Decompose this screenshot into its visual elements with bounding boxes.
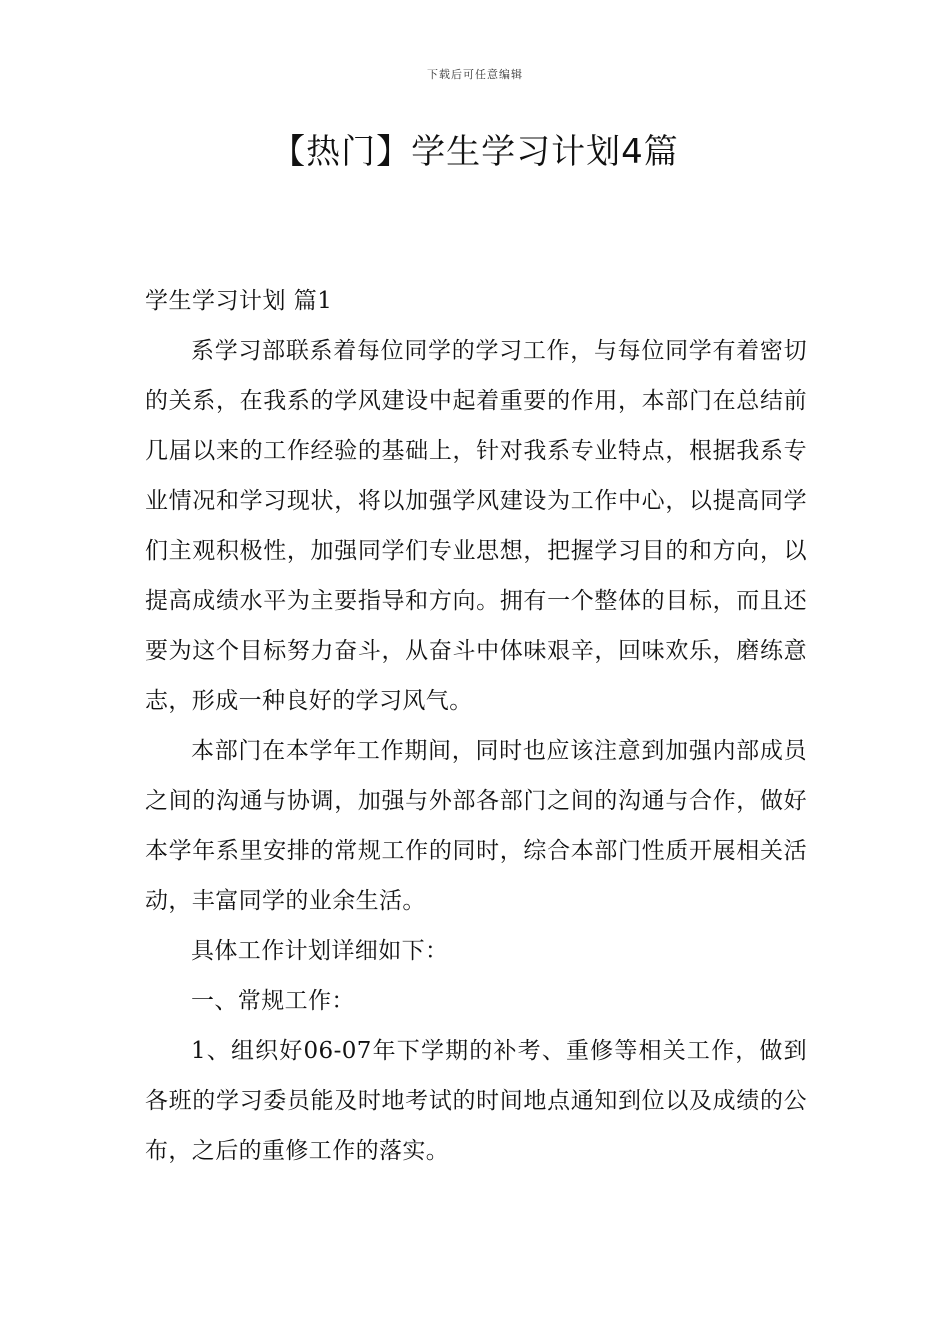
paragraph-routine-heading: 一、常规工作： — [191, 988, 355, 1014]
document-body — [145, 276, 807, 1176]
paragraph-item-1: 1、组织好06-07年下学期的补考、重修等相关工作，做到各班的学习委员能及时地考试的时间地点通知到位以及成绩的公布，之后的重修工作的落实。 — [145, 1038, 807, 1164]
paragraph-plan-intro: 具体工作计划详细如下： — [191, 938, 449, 964]
paragraph-intro: 系学习部联系着每位同学的学习工作，与每位同学有着密切的关系，在我系的学风建设中起着重要的作用，本部门在总结前几届以来的工作经验的基础上，针对我系专业特点，根据我系专业情况和学习现状，将以加强学风建设为工作中心，以提高同学们主观积极性，加强同学们专业思想，把握学习目的和方向，以提高成绩水平为主要指导和方向。拥有一个整体的目标，而且还要为这个目标努力奋斗，从奋斗中体味艰辛，回味欢乐，磨练意志，形成一种良好的学习风气。 — [145, 338, 807, 714]
paragraph-communication: 本部门在本学年工作期间，同时也应该注意到加强内部成员之间的沟通与协调，加强与外部各部门之间的沟通与合作，做好本学年系里安排的常规工作的同时，综合本部门性质开展相关活动，丰富同学的业余生活。 — [145, 738, 807, 914]
section-heading: 学生学习计划 篇1 — [145, 288, 333, 314]
header-note: 下载后可任意编辑 — [427, 68, 523, 81]
document-title: 【热门】学生学习计划4篇 — [271, 132, 679, 172]
